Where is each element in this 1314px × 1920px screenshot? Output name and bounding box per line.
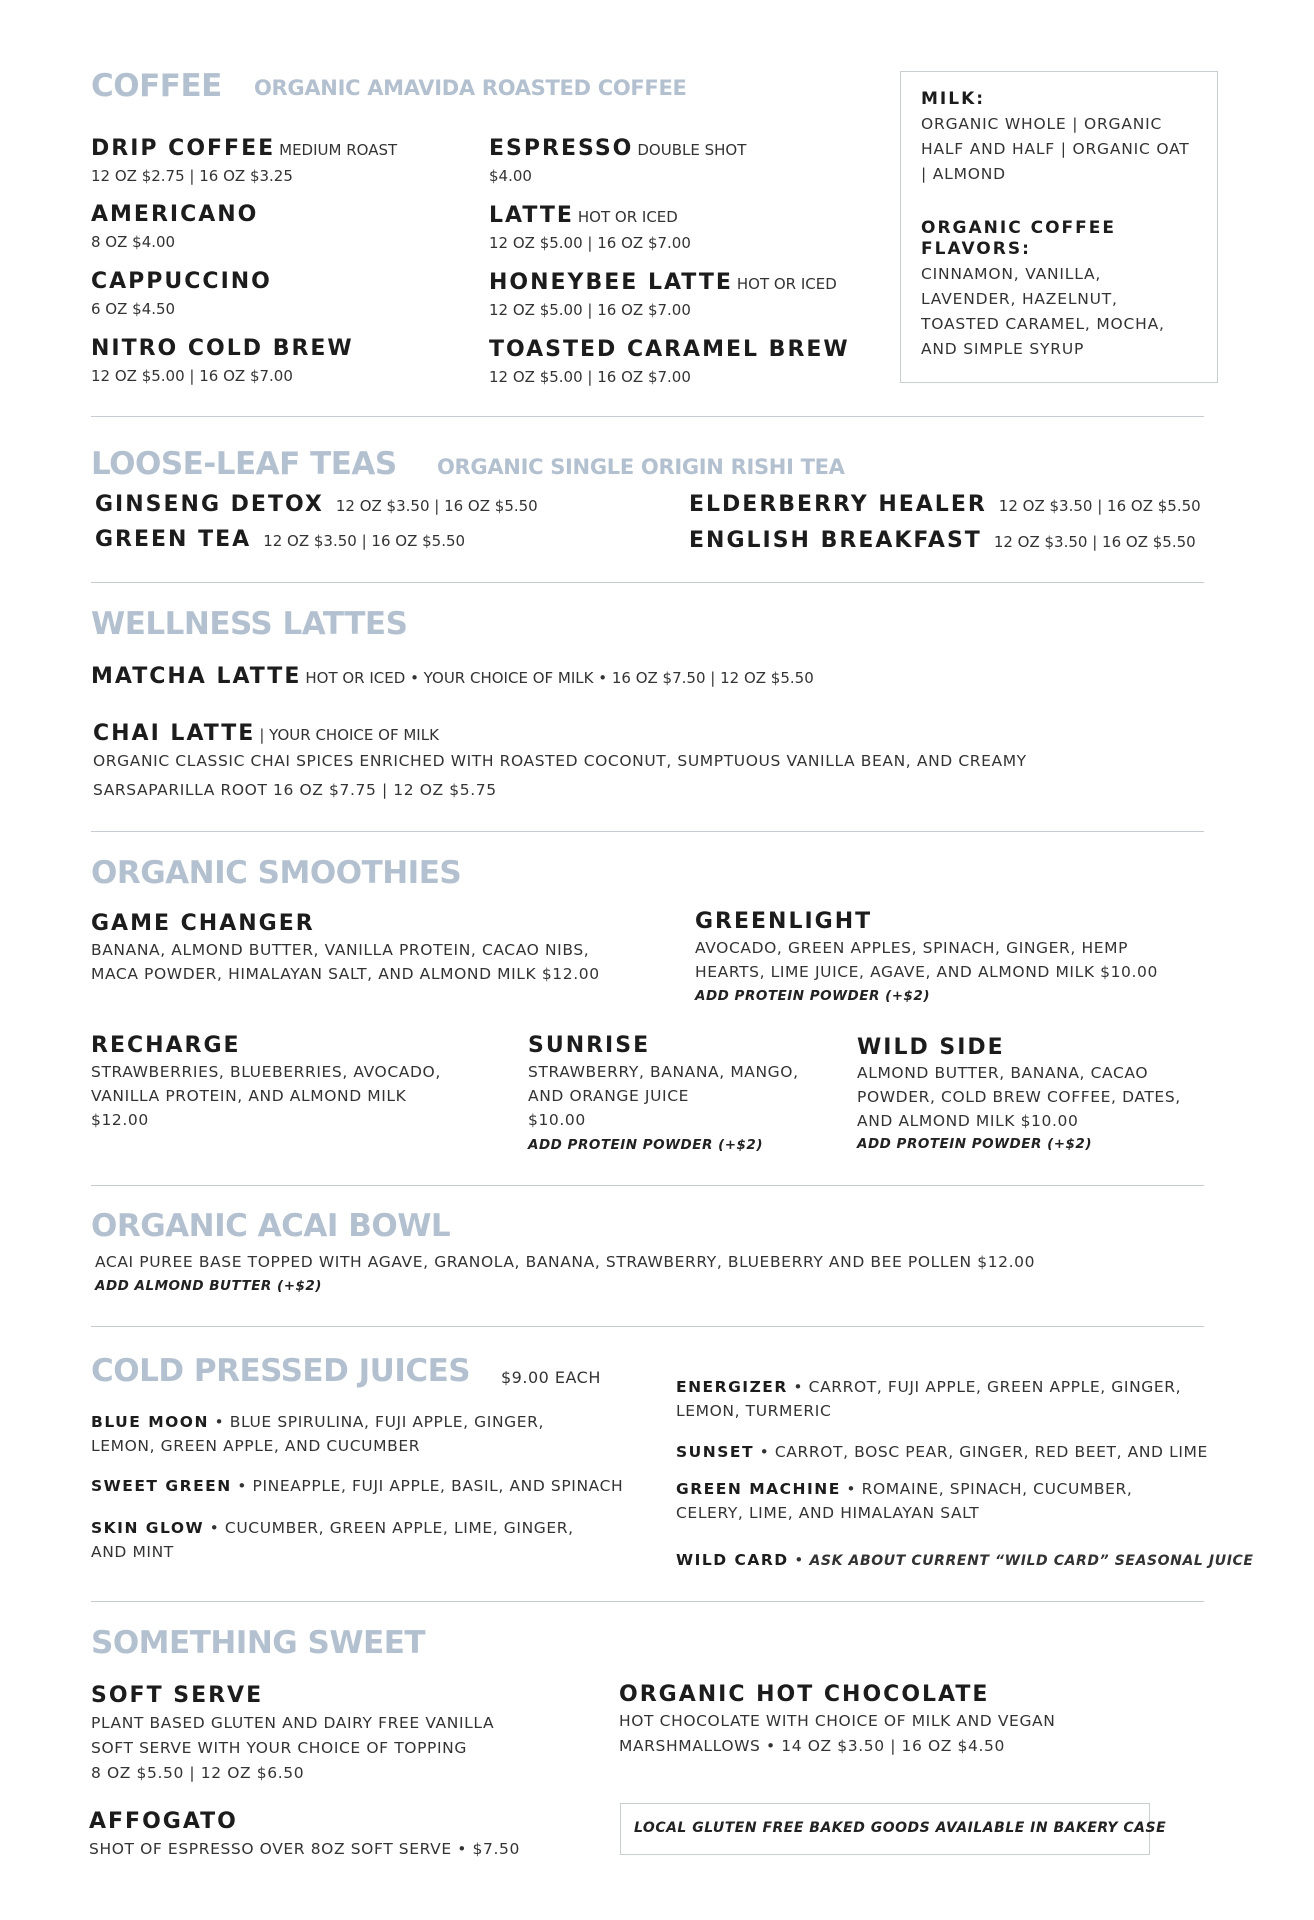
- menu-item-sunrise: SUNRISE: [528, 1033, 651, 1058]
- milk-title: MILK:: [921, 89, 986, 109]
- juice-wild-card: WILD CARD • ASK ABOUT CURRENT “WILD CARD” SEASONAL JUICE: [676, 1551, 1254, 1569]
- acai-addon: ADD ALMOND BUTTER (+$2): [95, 1278, 322, 1294]
- price-latte: 12 OZ $5.00 | 16 OZ $7.00: [489, 234, 691, 252]
- menu-item-green-tea: GREEN TEA 12 OZ $3.50 | 16 OZ $5.50: [95, 527, 466, 552]
- menu-item-honeybee-latte: HONEYBEE LATTE HOT OR ICED: [489, 270, 837, 295]
- menu-item-greenlight: GREENLIGHT: [695, 909, 873, 934]
- menu-item-affogato: AFFOGATO: [89, 1809, 238, 1834]
- teas-title: LOOSE-LEAF TEAS: [91, 446, 397, 482]
- price-cappuccino: 6 OZ $4.50: [91, 300, 176, 318]
- coffee-subtitle: ORGANIC AMAVIDA ROASTED COFFEE: [254, 76, 687, 100]
- juice-sunset: SUNSET • CARROT, BOSC PEAR, GINGER, RED BEET, AND LIME: [676, 1443, 1208, 1461]
- acai-description: ACAI PUREE BASE TOPPED WITH AGAVE, GRANOLA, BANANA, STRAWBERRY, BLUEBERRY AND BEE POLLEN $12.00: [95, 1253, 1036, 1271]
- menu-item-latte: LATTE HOT OR ICED: [489, 203, 678, 228]
- sunrise-description: STRAWBERRY, BANANA, MANGO, AND ORANGE JUICE $10.00: [528, 1063, 799, 1129]
- milk-options: ORGANIC WHOLE | ORGANIC HALF AND HALF | ORGANIC OAT | ALMOND: [921, 115, 1190, 183]
- divider: [91, 1601, 1204, 1602]
- juice-sweet-green: SWEET GREEN • PINEAPPLE, FUJI APPLE, BASIL, AND SPINACH: [91, 1477, 624, 1495]
- menu-item-game-changer: GAME CHANGER: [91, 911, 315, 936]
- price-honeybee-latte: 12 OZ $5.00 | 16 OZ $7.00: [489, 301, 691, 319]
- teas-subtitle: ORGANIC SINGLE ORIGIN RISHI TEA: [437, 455, 845, 479]
- flavors-title: ORGANIC COFFEE FLAVORS:: [921, 218, 1116, 259]
- juice-green-machine: GREEN MACHINE • ROMAINE, SPINACH, CUCUMBER, CELERY, LIME, AND HIMALAYAN SALT: [676, 1480, 1133, 1522]
- divider: [91, 1185, 1204, 1186]
- divider: [91, 416, 1204, 417]
- juices-price: $9.00 EACH: [501, 1368, 601, 1387]
- sunrise-addon: ADD PROTEIN POWDER (+$2): [528, 1137, 764, 1153]
- wild-side-addon: ADD PROTEIN POWDER (+$2): [857, 1136, 1093, 1152]
- wild-side-description: ALMOND BUTTER, BANANA, CACAO POWDER, COLD BREW COFFEE, DATES, AND ALMOND MILK $10.00: [857, 1064, 1181, 1130]
- bakery-note-box: [620, 1803, 1167, 1855]
- price-nitro-cold-brew: 12 OZ $5.00 | 16 OZ $7.00: [91, 367, 293, 385]
- menu-item-recharge: RECHARGE: [91, 1033, 241, 1058]
- sweet-title: SOMETHING SWEET: [91, 1625, 426, 1661]
- flavor-options: CINNAMON, VANILLA, LAVENDER, HAZELNUT, TOASTED CARAMEL, MOCHA, AND SIMPLE SYRUP: [921, 265, 1165, 358]
- juice-skin-glow: SKIN GLOW • CUCUMBER, GREEN APPLE, LIME, GINGER, AND MINT: [91, 1519, 574, 1561]
- menu-item-ginseng-detox: GINSENG DETOX 12 OZ $3.50 | 16 OZ $5.50: [95, 492, 538, 517]
- divider: [91, 1326, 1204, 1327]
- hot-chocolate-description: HOT CHOCOLATE WITH CHOICE OF MILK AND VEGAN MARSHMALLOWS • 14 OZ $3.50 | 16 OZ $4.50: [619, 1712, 1056, 1755]
- menu-item-drip-coffee: DRIP COFFEE MEDIUM ROAST: [91, 136, 398, 161]
- menu-item-elderberry-healer: ELDERBERRY HEALER 12 OZ $3.50 | 16 OZ $5.50: [689, 492, 1201, 517]
- price-americano: 8 OZ $4.00: [91, 233, 176, 251]
- recharge-description: STRAWBERRIES, BLUEBERRIES, AVOCADO, VANILLA PROTEIN, AND ALMOND MILK $12.00: [91, 1063, 441, 1129]
- acai-title: ORGANIC ACAI BOWL: [91, 1208, 451, 1244]
- soft-serve-description: PLANT BASED GLUTEN AND DAIRY FREE VANILLA SOFT SERVE WITH YOUR CHOICE OF TOPPING 8 OZ $5.50 | 12 OZ $6.50: [91, 1714, 495, 1782]
- juice-energizer: ENERGIZER • CARROT, FUJI APPLE, GREEN APPLE, GINGER, LEMON, TURMERIC: [676, 1378, 1182, 1420]
- menu-item-wild-side: WILD SIDE: [857, 1035, 1005, 1060]
- divider: [91, 831, 1204, 832]
- coffee-title: COFFEE: [91, 68, 222, 104]
- greenlight-addon: ADD PROTEIN POWDER (+$2): [695, 988, 931, 1004]
- bakery-note: LOCAL GLUTEN FREE BAKED GOODS AVAILABLE IN BAKERY CASE: [634, 1820, 1167, 1836]
- smoothies-title: ORGANIC SMOOTHIES: [91, 855, 462, 891]
- menu-item-nitro-cold-brew: NITRO COLD BREW: [91, 336, 354, 361]
- juice-blue-moon: BLUE MOON • BLUE SPIRULINA, FUJI APPLE, GINGER, LEMON, GREEN APPLE, AND CUCUMBER: [91, 1413, 545, 1455]
- wellness-title: WELLNESS LATTES: [91, 606, 408, 642]
- menu-item-matcha-latte: MATCHA LATTE HOT OR ICED • YOUR CHOICE OF MILK • 16 OZ $7.50 | 12 OZ $5.50: [91, 664, 814, 689]
- chai-latte-description: ORGANIC CLASSIC CHAI SPICES ENRICHED WITH ROASTED COCONUT, SUMPTUOUS VANILLA BEAN, AND CREAMY SARSAPARILLA ROOT 16 OZ $7.75 | 12 OZ $5.75: [93, 752, 1027, 799]
- price-espresso: $4.00: [489, 167, 532, 185]
- greenlight-description: AVOCADO, GREEN APPLES, SPINACH, GINGER, HEMP HEARTS, LIME JUICE, AGAVE, AND ALMOND MILK $10.00: [695, 939, 1158, 981]
- menu-item-espresso: ESPRESSO DOUBLE SHOT: [489, 136, 747, 161]
- milk-flavors-box: [900, 71, 1218, 383]
- price-drip-coffee: 12 OZ $2.75 | 16 OZ $3.25: [91, 167, 293, 185]
- menu-item-organic-hot-chocolate: ORGANIC HOT CHOCOLATE: [619, 1682, 990, 1707]
- divider: [91, 582, 1204, 583]
- menu-item-soft-serve: SOFT SERVE: [91, 1683, 264, 1708]
- juices-title: COLD PRESSED JUICES: [91, 1353, 471, 1389]
- price-toasted-caramel-brew: 12 OZ $5.00 | 16 OZ $7.00: [489, 368, 691, 386]
- game-changer-description: BANANA, ALMOND BUTTER, VANILLA PROTEIN, CACAO NIBS, MACA POWDER, HIMALAYAN SALT, AND ALMOND MILK $12.00: [91, 941, 600, 983]
- menu-item-cappuccino: CAPPUCCINO: [91, 269, 272, 294]
- affogato-description: SHOT OF ESPRESSO OVER 8OZ SOFT SERVE • $7.50: [89, 1840, 520, 1858]
- menu-item-chai-latte: CHAI LATTE | YOUR CHOICE OF MILK: [93, 721, 439, 746]
- menu-item-americano: AMERICANO: [91, 202, 259, 227]
- menu-item-english-breakfast: ENGLISH BREAKFAST 12 OZ $3.50 | 16 OZ $5.50: [689, 528, 1196, 553]
- menu-item-toasted-caramel-brew: TOASTED CARAMEL BREW: [489, 337, 850, 362]
